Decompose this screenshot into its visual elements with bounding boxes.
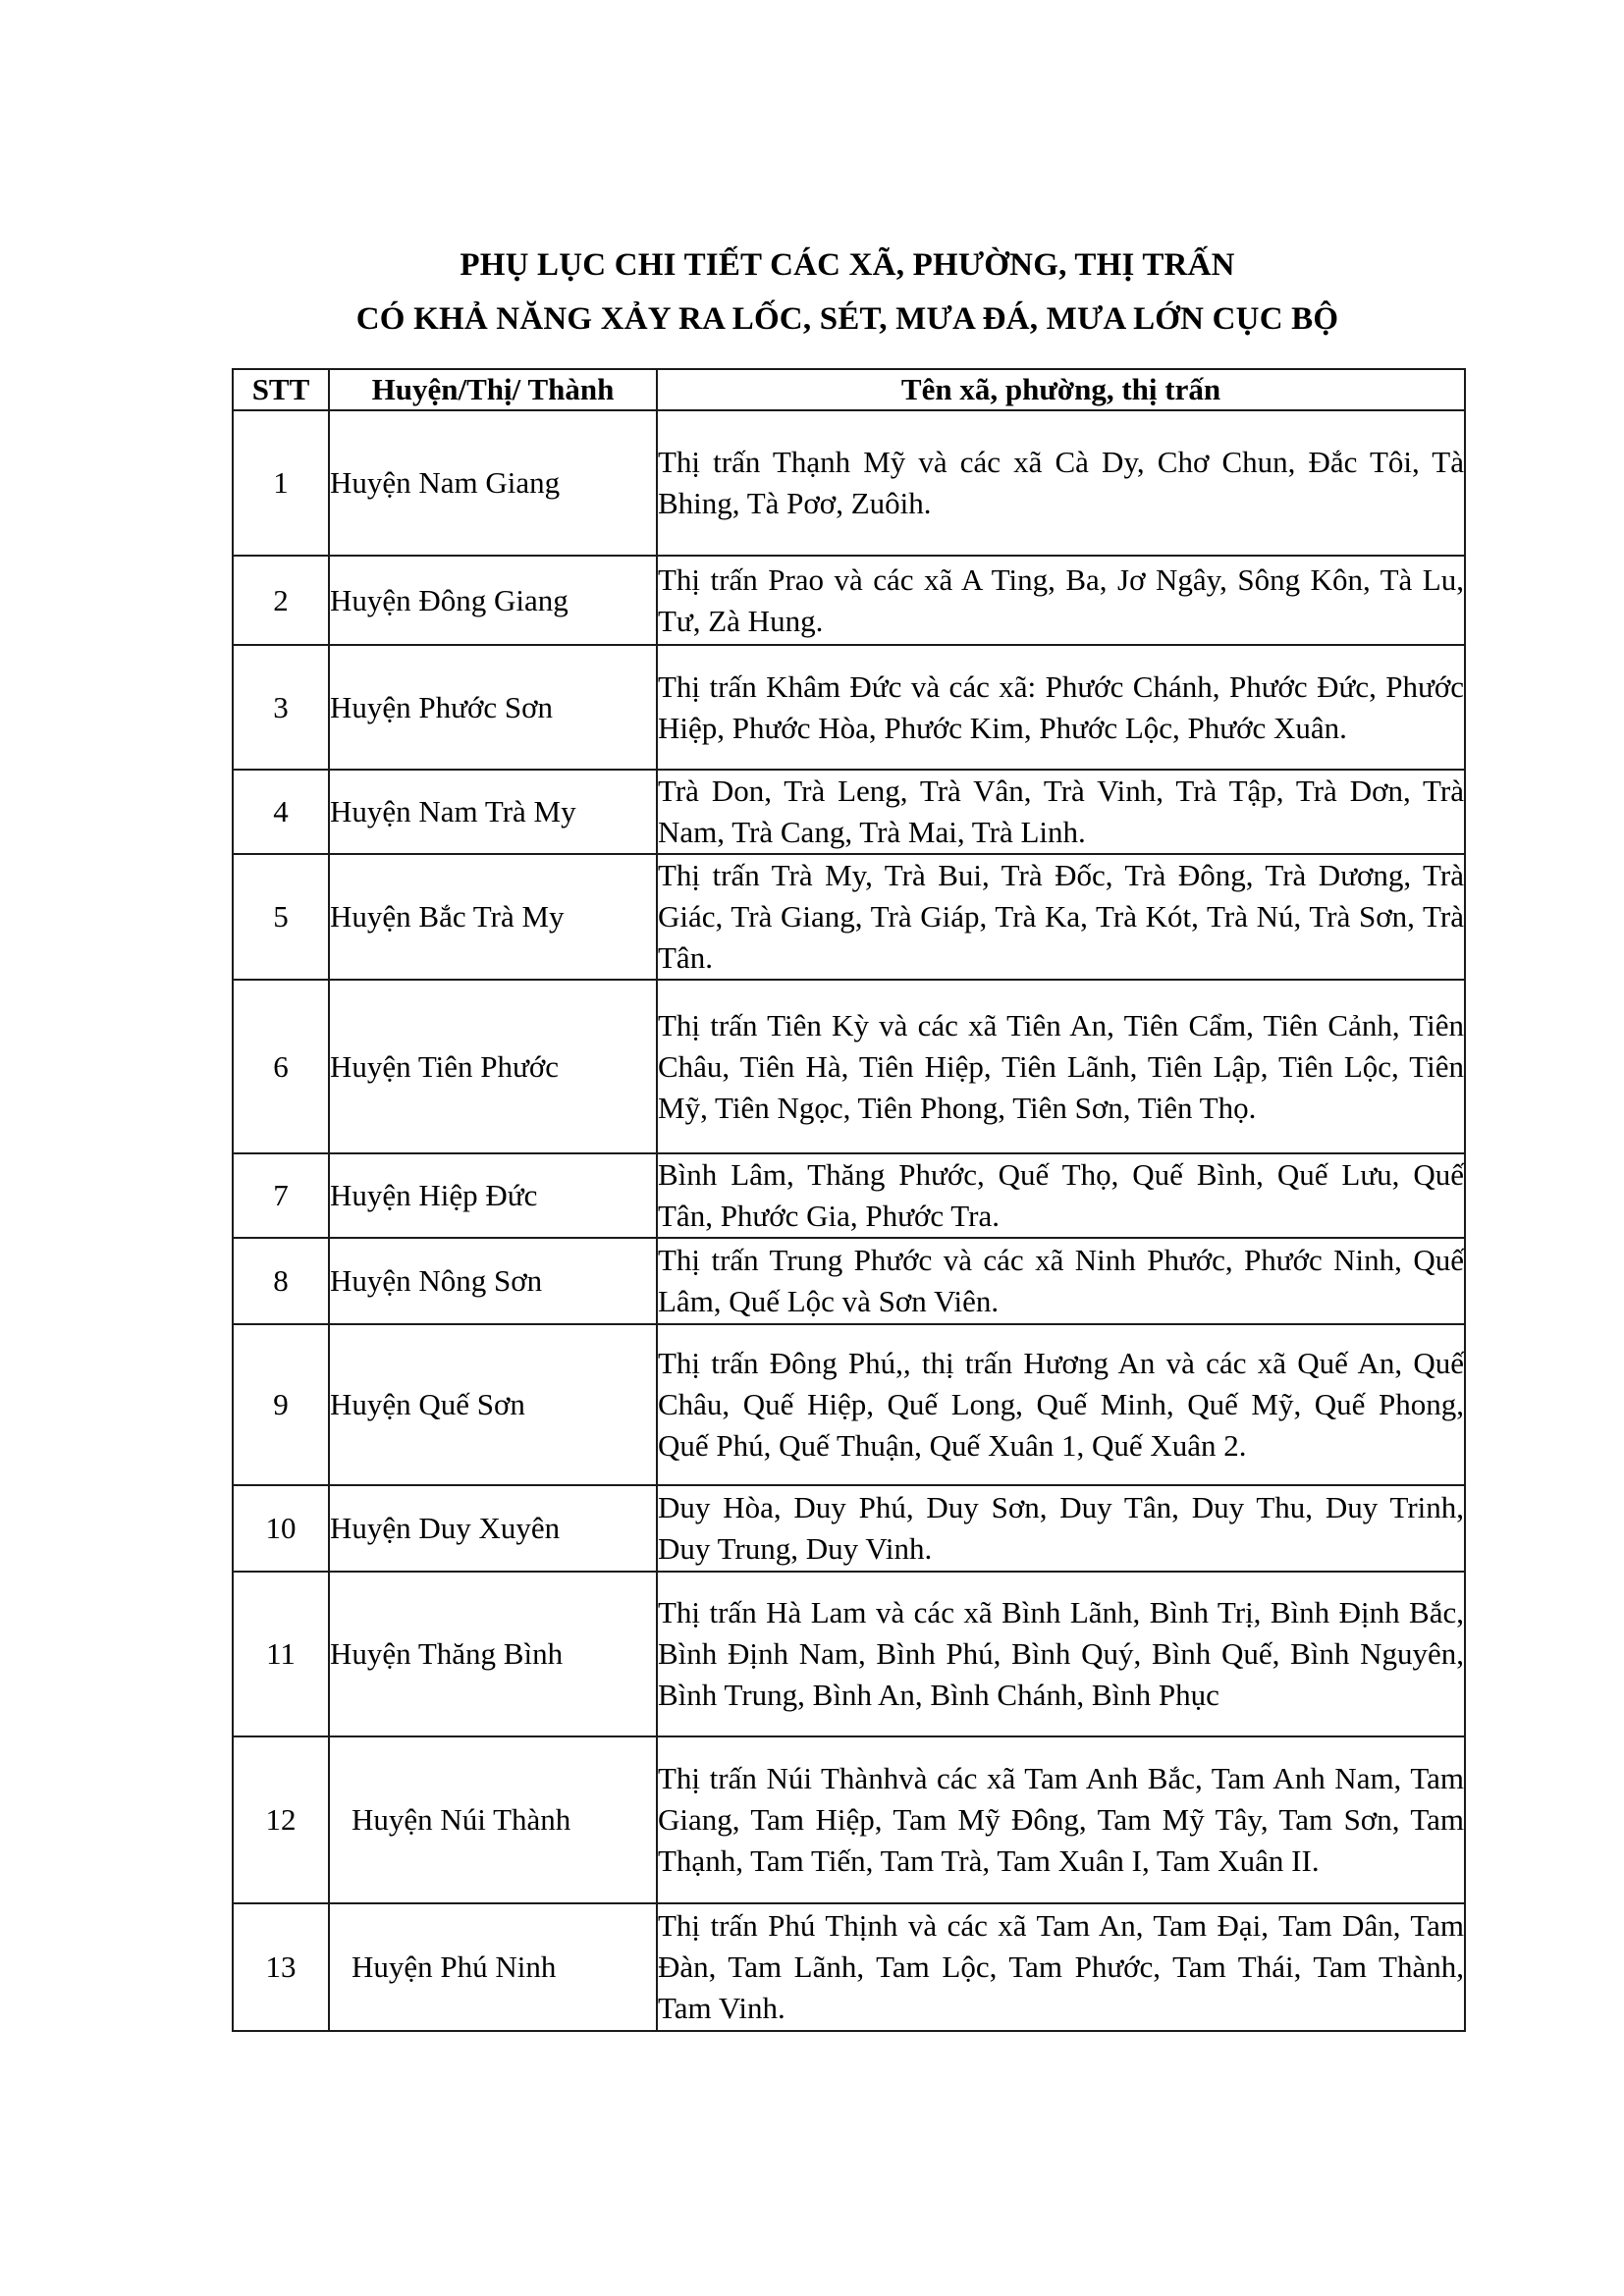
- row-district: Huyện Phú Ninh: [329, 1903, 657, 2031]
- table-row: [233, 1572, 1465, 1736]
- row-district: Huyện Nam Giang: [329, 410, 657, 556]
- table-row: [233, 410, 1465, 556]
- table-row: [233, 1485, 1465, 1572]
- row-commune-names: Thị trấn Khâm Đức và các xã: Phước Chánh, Phước Đức, Phước Hiệp, Phước Hòa, Phước Kim, Phước Lộc, Phước Xuân.: [657, 645, 1465, 770]
- row-commune-names: Trà Don, Trà Leng, Trà Vân, Trà Vinh, Trà Tập, Trà Dơn, Trà Nam, Trà Cang, Trà Mai, Trà Linh.: [657, 770, 1465, 854]
- row-stt: 2: [233, 556, 329, 645]
- row-stt: 12: [233, 1736, 329, 1903]
- document-title-line-1: PHỤ LỤC CHI TIẾT CÁC XÃ, PHƯỜNG, THỊ TRẤN: [460, 247, 1235, 283]
- table-row: [233, 1153, 1465, 1238]
- row-commune-names: Thị trấn Đông Phú,, thị trấn Hương An và các xã Quế An, Quế Châu, Quế Hiệp, Quế Long, Quế Minh, Quế Mỹ, Quế Phong, Quế Phú, Quế Thuận, Quế Xuân 1, Quế Xuân 2.: [657, 1324, 1465, 1485]
- row-stt: 8: [233, 1238, 329, 1324]
- column-header-stt: STT: [233, 369, 329, 410]
- row-stt: 4: [233, 770, 329, 854]
- table-row: [233, 645, 1465, 770]
- row-district: Huyện Nam Trà My: [329, 770, 657, 854]
- row-stt: 5: [233, 854, 329, 980]
- table-row: [233, 1736, 1465, 1903]
- row-stt: 11: [233, 1572, 329, 1736]
- row-commune-names: Thị trấn Thạnh Mỹ và các xã Cà Dy, Chơ Chun, Đắc Tôi, Tà Bhing, Tà Pơơ, Zuôih.: [657, 410, 1465, 556]
- row-district: Huyện Phước Sơn: [329, 645, 657, 770]
- table-row: [233, 854, 1465, 980]
- commune-table: [232, 368, 1466, 2032]
- row-commune-names: Thị trấn Hà Lam và các xã Bình Lãnh, Bình Trị, Bình Định Bắc, Bình Định Nam, Bình Phú, Bình Quý, Bình Quế, Bình Nguyên, Bình Trung, Bình An, Bình Chánh, Bình Phục: [657, 1572, 1465, 1736]
- row-stt: 6: [233, 980, 329, 1153]
- row-stt: 7: [233, 1153, 329, 1238]
- row-district: Huyện Thăng Bình: [329, 1572, 657, 1736]
- row-commune-names: Bình Lâm, Thăng Phước, Quế Thọ, Quế Bình, Quế Lưu, Quế Tân, Phước Gia, Phước Tra.: [657, 1153, 1465, 1238]
- row-commune-names: Thị trấn Trung Phước và các xã Ninh Phước, Phước Ninh, Quế Lâm, Quế Lộc và Sơn Viên.: [657, 1238, 1465, 1324]
- table-row: [233, 1903, 1465, 2031]
- row-commune-names: Thị trấn Tiên Kỳ và các xã Tiên An, Tiên Cẩm, Tiên Cảnh, Tiên Châu, Tiên Hà, Tiên Hiệp, Tiên Lãnh, Tiên Lập, Tiên Lộc, Tiên Mỹ, Tiên Ngọc, Tiên Phong, Tiên Sơn, Tiên Thọ.: [657, 980, 1465, 1153]
- row-district: Huyện Nông Sơn: [329, 1238, 657, 1324]
- row-commune-names: Thị trấn Núi Thànhvà các xã Tam Anh Bắc, Tam Anh Nam, Tam Giang, Tam Hiệp, Tam Mỹ Đông, Tam Mỹ Tây, Tam Sơn, Tam Thạnh, Tam Tiến, Tam Trà, Tam Xuân I, Tam Xuân II.: [657, 1736, 1465, 1903]
- table-row: [233, 980, 1465, 1153]
- row-district: Huyện Hiệp Đức: [329, 1153, 657, 1238]
- table-row: [233, 1324, 1465, 1485]
- row-stt: 9: [233, 1324, 329, 1485]
- row-stt: 13: [233, 1903, 329, 2031]
- row-district: Huyện Đông Giang: [329, 556, 657, 645]
- row-district: Huyện Quế Sơn: [329, 1324, 657, 1485]
- row-district: Huyện Núi Thành: [329, 1736, 657, 1903]
- table-header-row: [233, 369, 1465, 410]
- table-row: [233, 1238, 1465, 1324]
- row-commune-names: Duy Hòa, Duy Phú, Duy Sơn, Duy Tân, Duy Thu, Duy Trinh, Duy Trung, Duy Vinh.: [657, 1485, 1465, 1572]
- row-commune-names: Thị trấn Prao và các xã A Ting, Ba, Jơ Ngây, Sông Kôn, Tà Lu, Tư, Zà Hung.: [657, 556, 1465, 645]
- column-header-district: Huyện/Thị/ Thành: [329, 369, 657, 410]
- table-row: [233, 770, 1465, 854]
- row-commune-names: Thị trấn Trà My, Trà Bui, Trà Đốc, Trà Đông, Trà Dương, Trà Giác, Trà Giang, Trà Giáp, Trà Ka, Trà Kót, Trà Nú, Trà Sơn, Trà Tân.: [657, 854, 1465, 980]
- row-district: Huyện Tiên Phước: [329, 980, 657, 1153]
- row-stt: 3: [233, 645, 329, 770]
- column-header-names: Tên xã, phường, thị trấn: [657, 369, 1465, 410]
- row-district: Huyện Duy Xuyên: [329, 1485, 657, 1572]
- table-row: [233, 556, 1465, 645]
- row-commune-names: Thị trấn Phú Thịnh và các xã Tam An, Tam Đại, Tam Dân, Tam Đàn, Tam Lãnh, Tam Lộc, Tam Phước, Tam Thái, Tam Thành, Tam Vinh.: [657, 1903, 1465, 2031]
- document-title-line-2: CÓ KHẢ NĂNG XẢY RA LỐC, SÉT, MƯA ĐÁ, MƯA LỚN CỤC BỘ: [355, 301, 1339, 337]
- row-district: Huyện Bắc Trà My: [329, 854, 657, 980]
- row-stt: 1: [233, 410, 329, 556]
- row-stt: 10: [233, 1485, 329, 1572]
